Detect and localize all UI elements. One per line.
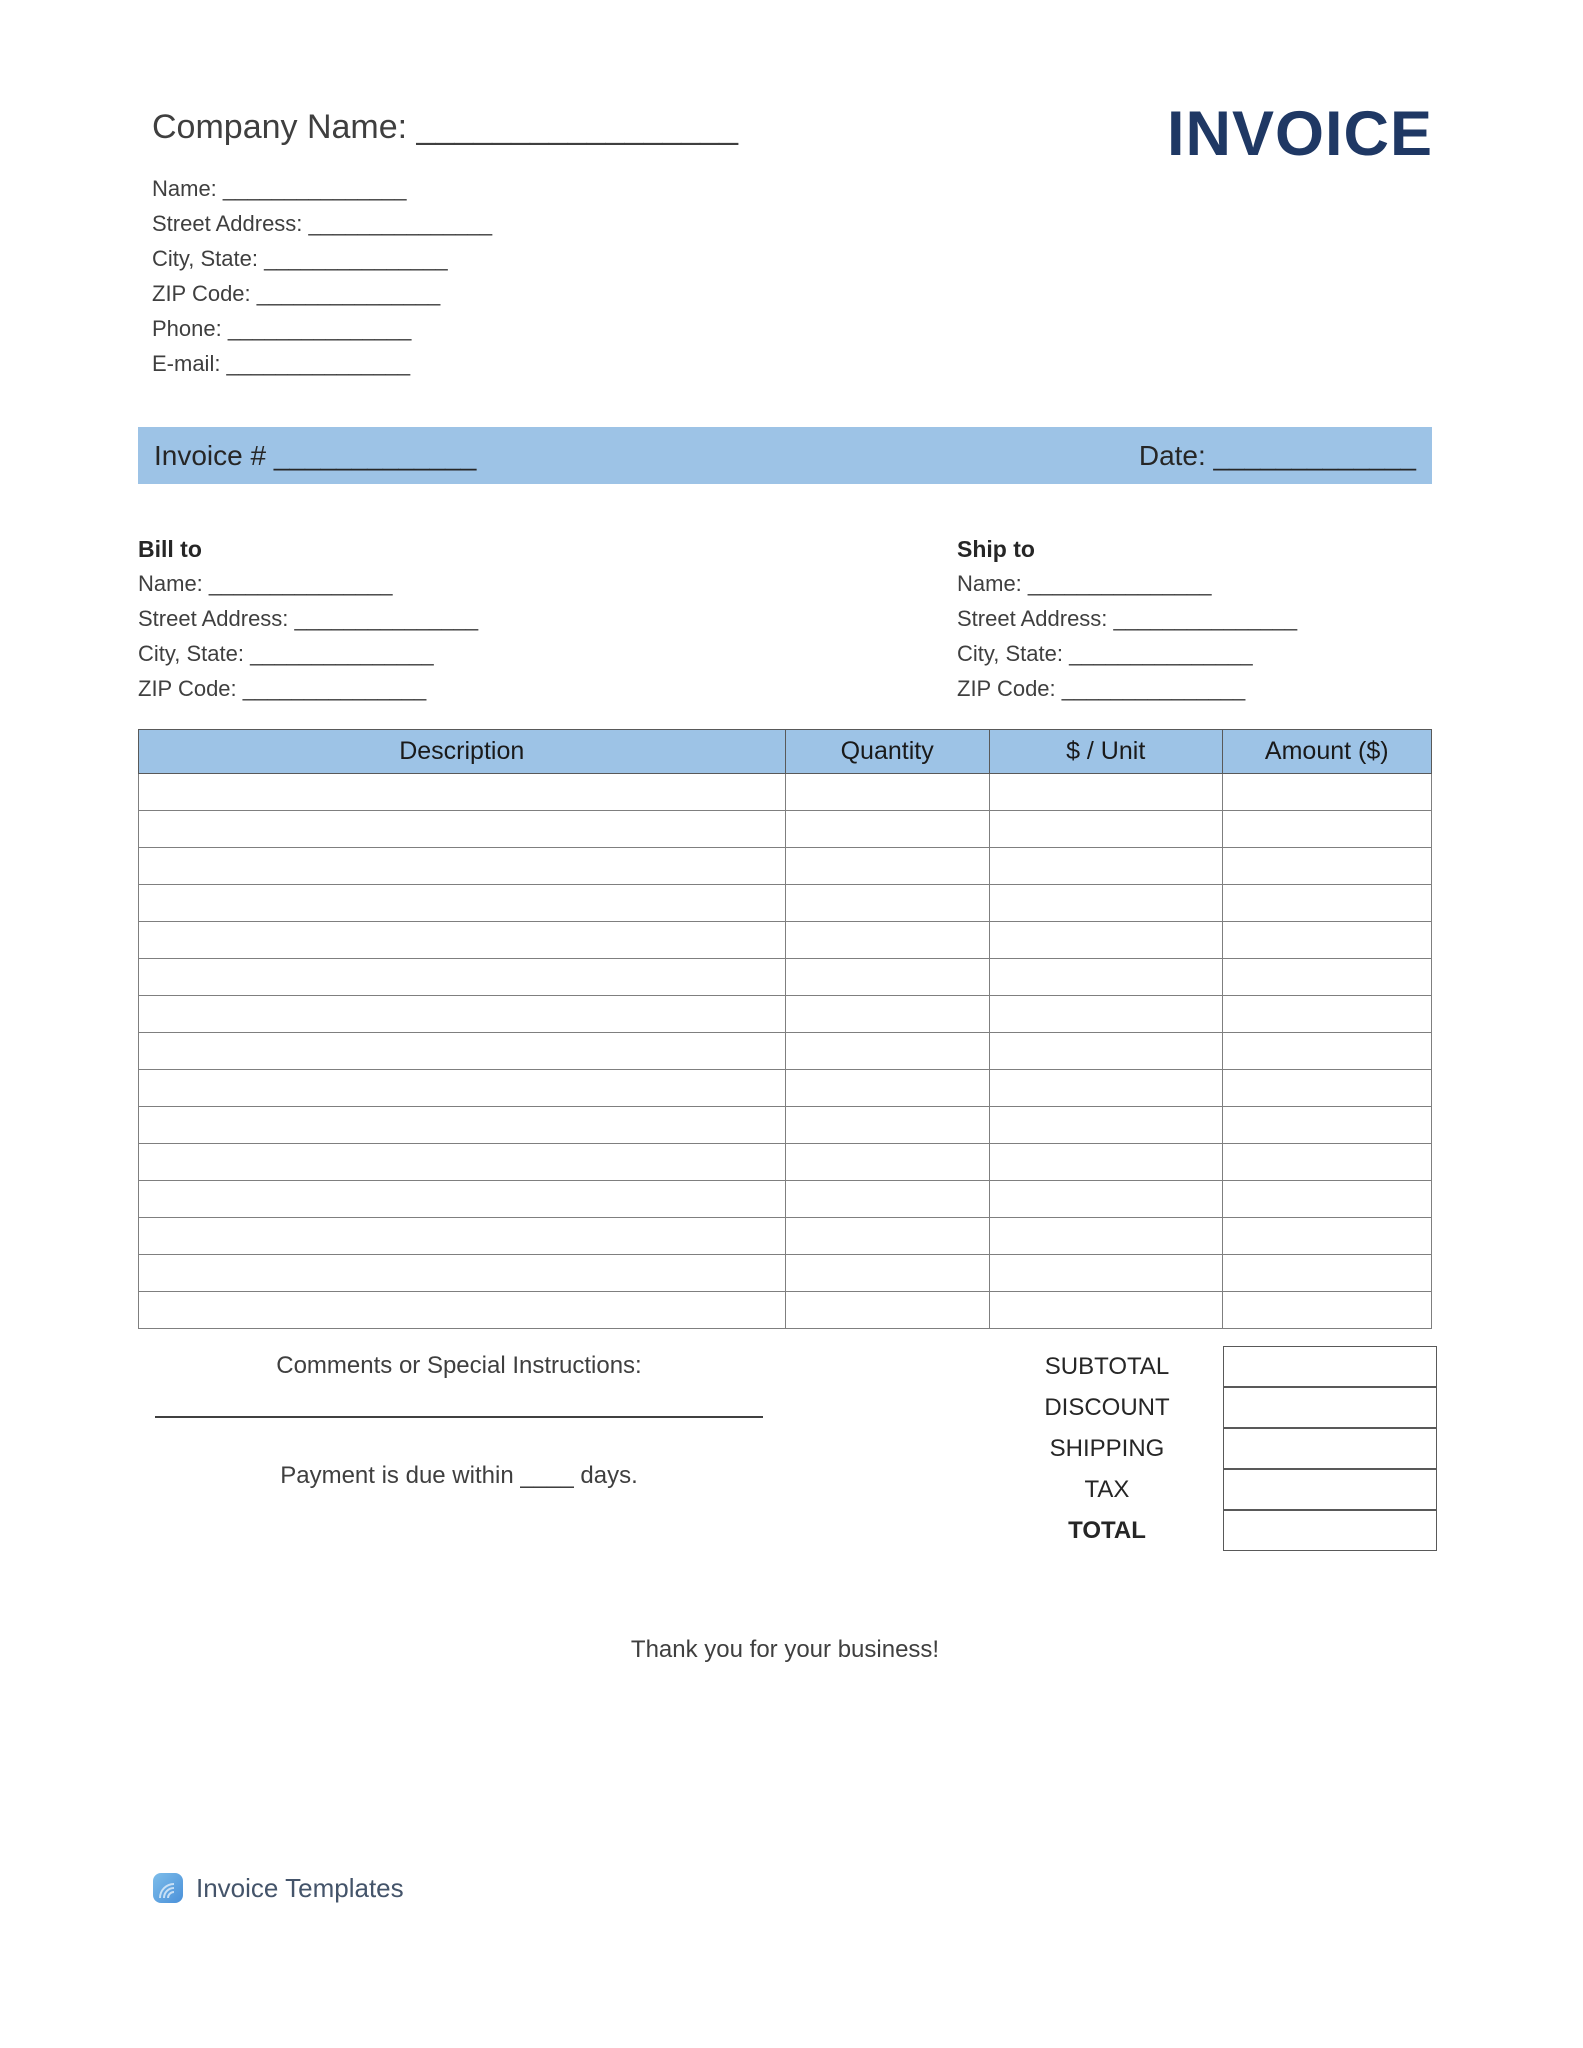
- invoice-number-field: Invoice # _____________: [154, 439, 477, 471]
- item-row: [139, 996, 1432, 1033]
- item-cell-quantity: [785, 922, 989, 959]
- company-city-state-field: City, State: _______________: [152, 246, 448, 271]
- payment-terms: Payment is due within ____ days.: [280, 1462, 638, 1489]
- company-name-field: Company Name: _________________: [152, 108, 739, 146]
- item-cell-quantity: [785, 996, 989, 1033]
- item-cell-description: [139, 1107, 786, 1144]
- item-cell-unit-price: [989, 1292, 1222, 1329]
- item-row: [139, 885, 1432, 922]
- column-header-description: Description: [139, 730, 786, 774]
- item-cell-description: [139, 1033, 786, 1070]
- item-cell-amount: [1222, 959, 1431, 996]
- column-header-unit-price: $ / Unit: [989, 730, 1222, 774]
- company-email-field: E-mail: _______________: [152, 351, 411, 376]
- item-cell-quantity: [785, 774, 989, 811]
- item-row: [139, 1070, 1432, 1107]
- item-cell-description: [139, 1181, 786, 1218]
- company-contact-block: [152, 171, 738, 381]
- item-cell-unit-price: [989, 1107, 1222, 1144]
- item-cell-unit-price: [989, 885, 1222, 922]
- item-cell-description: [139, 774, 786, 811]
- item-cell-unit-price: [989, 1218, 1222, 1255]
- brand-footer: [152, 1872, 404, 1904]
- item-row: [139, 959, 1432, 996]
- company-street-address-field: Street Address: _______________: [152, 211, 493, 236]
- item-cell-quantity: [785, 1181, 989, 1218]
- item-cell-quantity: [785, 959, 989, 996]
- item-cell-description: [139, 959, 786, 996]
- item-row: [139, 1218, 1432, 1255]
- item-row: [139, 1181, 1432, 1218]
- item-cell-amount: [1222, 922, 1431, 959]
- item-cell-unit-price: [989, 811, 1222, 848]
- item-cell-description: [139, 1218, 786, 1255]
- thank-you-note: Thank you for your business!: [630, 1636, 940, 1663]
- item-cell-unit-price: [989, 1070, 1222, 1107]
- item-cell-quantity: [785, 1033, 989, 1070]
- item-cell-amount: [1222, 1070, 1431, 1107]
- company-zip-code-field: ZIP Code: _______________: [152, 281, 441, 306]
- tax-label: TAX: [1084, 1475, 1130, 1503]
- company-contact-name-field: Name: _______________: [152, 176, 407, 201]
- item-row: [139, 811, 1432, 848]
- item-cell-amount: [1222, 811, 1431, 848]
- addresses-section: [138, 533, 1432, 706]
- item-cell-amount: [1222, 1033, 1431, 1070]
- item-cell-amount: [1222, 1181, 1431, 1218]
- item-cell-description: [139, 848, 786, 885]
- item-cell-quantity: [785, 1107, 989, 1144]
- total-row-subtotal: [1007, 1346, 1437, 1387]
- item-cell-unit-price: [989, 1033, 1222, 1070]
- item-cell-quantity: [785, 1292, 989, 1329]
- item-cell-unit-price: [989, 774, 1222, 811]
- item-cell-unit-price: [989, 1181, 1222, 1218]
- invoice-templates-logo-icon: [152, 1872, 184, 1904]
- item-row: [139, 1144, 1432, 1181]
- subtotal-value-box: [1223, 1346, 1437, 1387]
- item-cell-unit-price: [989, 848, 1222, 885]
- item-cell-unit-price: [989, 922, 1222, 959]
- invoice-title: INVOICE: [1166, 99, 1433, 169]
- ship-to-block: [957, 533, 1432, 706]
- item-cell-description: [139, 1255, 786, 1292]
- item-cell-unit-price: [989, 959, 1222, 996]
- item-cell-description: [139, 996, 786, 1033]
- comments-label: Comments or Special Instructions:: [276, 1352, 642, 1379]
- total-value-box: [1223, 1510, 1437, 1551]
- items-table-header-row: [139, 730, 1432, 774]
- invoice-date-field: Date: _____________: [1138, 439, 1416, 471]
- item-cell-amount: [1222, 848, 1431, 885]
- item-cell-amount: [1222, 1144, 1431, 1181]
- total-row-discount: [1007, 1387, 1437, 1428]
- ship-to-heading: Ship to: [957, 536, 1035, 562]
- item-cell-unit-price: [989, 1144, 1222, 1181]
- item-row: [139, 1033, 1432, 1070]
- item-row: [139, 1255, 1432, 1292]
- bill-to-zip-code-field: ZIP Code: _______________: [138, 676, 427, 701]
- total-label: TOTAL: [1068, 1516, 1146, 1544]
- subtotal-label: SUBTOTAL: [1044, 1352, 1170, 1380]
- item-cell-description: [139, 811, 786, 848]
- item-cell-description: [139, 1070, 786, 1107]
- shipping-label: SHIPPING: [1049, 1434, 1165, 1462]
- bill-to-street-address-field: Street Address: _______________: [138, 606, 479, 631]
- item-cell-amount: [1222, 1292, 1431, 1329]
- item-row: [139, 774, 1432, 811]
- item-cell-description: [139, 922, 786, 959]
- ship-to-city-state-field: City, State: _______________: [957, 641, 1253, 666]
- ship-to-street-address-field: Street Address: _______________: [957, 606, 1298, 631]
- item-cell-amount: [1222, 885, 1431, 922]
- item-cell-description: [139, 1292, 786, 1329]
- items-table-body: [139, 774, 1432, 1329]
- bill-to-city-state-field: City, State: _______________: [138, 641, 434, 666]
- ship-to-name-field: Name: _______________: [957, 571, 1212, 596]
- item-cell-amount: [1222, 774, 1431, 811]
- discount-value-box: [1223, 1387, 1437, 1428]
- item-cell-description: [139, 1144, 786, 1181]
- item-cell-unit-price: [989, 996, 1222, 1033]
- company-header: [152, 108, 738, 381]
- item-cell-quantity: [785, 848, 989, 885]
- total-row-total: [1007, 1510, 1437, 1551]
- item-cell-amount: [1222, 1107, 1431, 1144]
- bill-to-name-field: Name: _______________: [138, 571, 393, 596]
- item-row: [139, 1107, 1432, 1144]
- invoice-meta-bar: [138, 427, 1432, 484]
- column-header-amount: Amount ($): [1222, 730, 1431, 774]
- item-cell-quantity: [785, 885, 989, 922]
- column-header-quantity: Quantity: [785, 730, 989, 774]
- item-cell-amount: [1222, 996, 1431, 1033]
- comments-section: [155, 1352, 763, 1490]
- items-table: [138, 729, 1432, 1329]
- item-cell-quantity: [785, 1218, 989, 1255]
- discount-label: DISCOUNT: [1044, 1393, 1170, 1421]
- item-row: [139, 1292, 1432, 1329]
- tax-value-box: [1223, 1469, 1437, 1510]
- item-row: [139, 922, 1432, 959]
- item-cell-amount: [1222, 1218, 1431, 1255]
- item-cell-quantity: [785, 1144, 989, 1181]
- total-row-shipping: [1007, 1428, 1437, 1469]
- shipping-value-box: [1223, 1428, 1437, 1469]
- bill-to-heading: Bill to: [138, 536, 202, 562]
- item-cell-unit-price: [989, 1255, 1222, 1292]
- totals-section: [1007, 1346, 1437, 1551]
- item-cell-quantity: [785, 1070, 989, 1107]
- bill-to-block: [138, 533, 957, 706]
- item-cell-description: [139, 885, 786, 922]
- item-cell-quantity: [785, 811, 989, 848]
- comments-blank-line: [155, 1416, 763, 1418]
- ship-to-zip-code-field: ZIP Code: _______________: [957, 676, 1246, 701]
- company-phone-field: Phone: _______________: [152, 316, 412, 341]
- item-cell-quantity: [785, 1255, 989, 1292]
- total-row-tax: [1007, 1469, 1437, 1510]
- item-row: [139, 848, 1432, 885]
- item-cell-amount: [1222, 1255, 1431, 1292]
- brand-name: Invoice Templates: [196, 1872, 404, 1903]
